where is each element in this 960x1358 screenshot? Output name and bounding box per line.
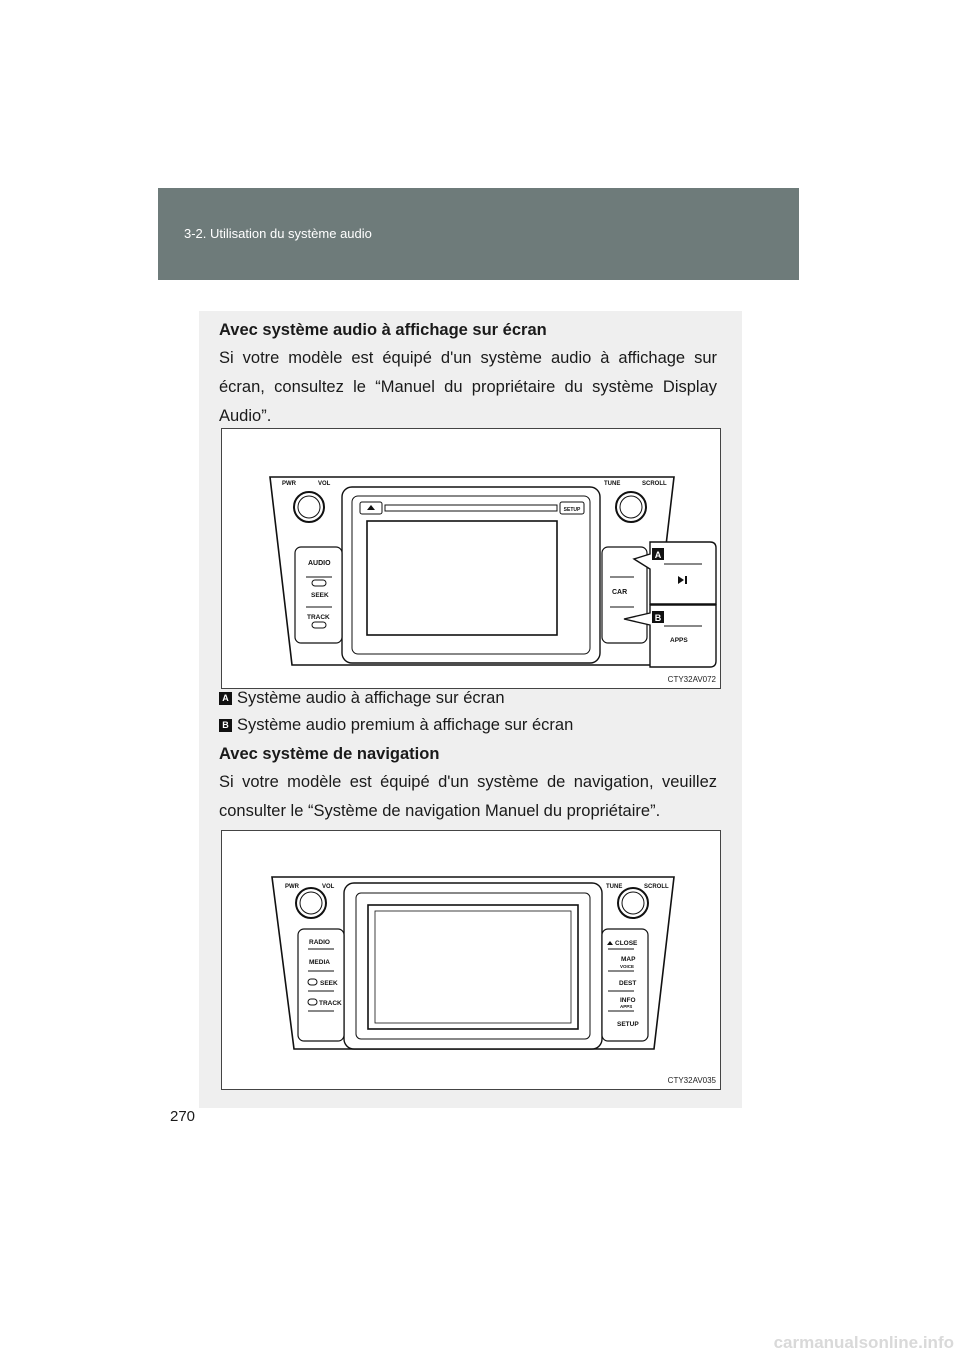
heading-display-audio: Avec système audio à affichage sur écran	[219, 321, 547, 339]
paragraph-navigation: Si votre modèle est équipé d'un système de navigation, veuillez consulter le “Système de navigation Manuel du propriétaire”.	[219, 773, 717, 820]
heading-navigation: Avec système de navigation	[219, 745, 440, 763]
nav-map-label: MAP	[621, 956, 636, 963]
vol-label: VOL	[318, 481, 331, 487]
legend-text-b: Système audio premium à affichage sur écran	[237, 716, 574, 734]
car-label: CAR	[612, 589, 628, 596]
legend-item-b	[219, 716, 573, 735]
nav-close-label: CLOSE	[615, 940, 638, 947]
tune-label: TUNE	[604, 481, 621, 487]
callout-b-label: B	[654, 613, 662, 623]
content-box	[199, 311, 742, 1108]
figure-navigation	[221, 830, 721, 1090]
nav-apps-label: APPS	[620, 1004, 633, 1009]
watermark-logo	[768, 1322, 960, 1358]
audio-unit-illustration	[222, 429, 721, 689]
seek-label: SEEK	[311, 592, 329, 599]
figure-display-audio	[221, 428, 721, 689]
scroll-label: SCROLL	[642, 481, 667, 487]
nav-voice-label: VOICE	[620, 964, 635, 969]
callout-a-label: A	[654, 550, 662, 560]
page-number: 270	[170, 1108, 196, 1125]
nav-dest-label: DEST	[619, 980, 637, 987]
section-title: 3-2. Utilisation du système audio	[184, 226, 372, 241]
paragraph-display-audio: Si votre modèle est équipé d'un système audio à affichage sur écran, consultez le “Manuel du propriétaire du système Display Audio”.	[219, 349, 717, 425]
legend-item-a	[219, 689, 505, 708]
nav-pwr-label: PWR	[285, 884, 299, 890]
setup-label: SETUP	[563, 507, 581, 513]
nav-radio-label: RADIO	[309, 939, 330, 946]
nav-info-label: INFO	[620, 997, 636, 1004]
figure-code-b: CTY32AV035	[667, 1076, 716, 1085]
nav-media-label: MEDIA	[309, 959, 330, 966]
nav-vol-label: VOL	[322, 884, 335, 890]
svg-text:carmanualsonline.info: carmanualsonline.info	[773, 1333, 954, 1352]
navigation-unit-illustration	[222, 831, 721, 1090]
nav-setup-label: SETUP	[617, 1021, 639, 1028]
legend-text-a: Système audio à affichage sur écran	[237, 689, 505, 707]
track-label: TRACK	[307, 614, 330, 621]
nav-tune-label: TUNE	[606, 884, 623, 890]
audio-label: AUDIO	[308, 560, 331, 567]
apps-label: APPS	[670, 637, 688, 644]
nav-seek-label: SEEK	[320, 980, 338, 987]
pwr-label: PWR	[282, 481, 296, 487]
figure-code-a: CTY32AV072	[667, 675, 716, 684]
section-header	[158, 188, 799, 280]
badge-a: A	[219, 692, 232, 705]
nav-scroll-label: SCROLL	[644, 884, 669, 890]
badge-b: B	[219, 719, 232, 732]
nav-track-label: TRACK	[319, 1000, 342, 1007]
